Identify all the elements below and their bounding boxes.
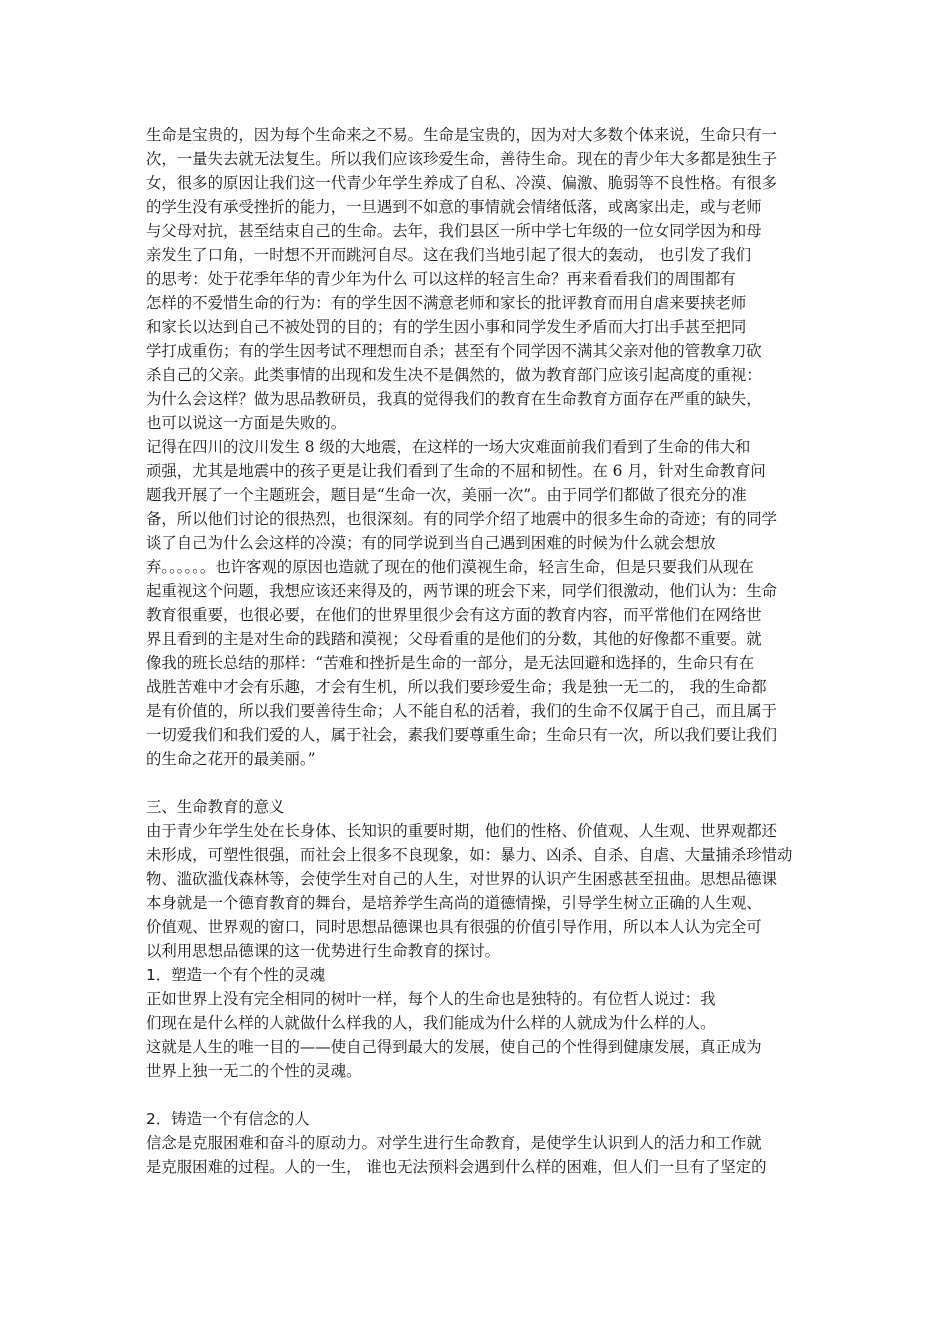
text-line: 像我的班长总结的那样：“苦难和挫折是生命的一部分，是无法回避和选择的，生命只有在 (146, 654, 755, 672)
text-line: 世界上独一无二的个性的灵魂。 (146, 1062, 362, 1080)
text-line: 以利用思想品德课的这一优势进行生命教育的探讨。 (146, 942, 500, 960)
text-line: 教育很重要，也很必要，在他们的世界里很少会有这方面的教育内容，而平常他们在网络世 (146, 606, 762, 624)
text-line: 们现在是什么样的人就做什么样我的人，我们能成为什么样的人就成为什么样的人。 (146, 1014, 716, 1032)
text-line: 也可以说这一方面是失败的。 (146, 414, 347, 432)
text-line: 未形成，可塑性很强，而社会上很多不良现象，如：暴力、凶杀、自杀、自虐、大量捕杀珍惜动 (146, 846, 793, 864)
text-line: 怎样的不爱惜生命的行为：有的学生因不满意老师和家长的批评教育而用自虐来要挟老师 (146, 294, 747, 312)
text-line: 的生命之花开的最美丽。” (146, 750, 316, 768)
text-line: 信念是克服困难和奋斗的原动力。对学生进行生命教育，是使学生认识到人的活力和工作就 (146, 1134, 762, 1152)
text-line: 顽强，尤其是地震中的孩子更是让我们看到了生命的不屈和韧性。在 6 月，针对生命教育问 (146, 462, 766, 480)
text-line: 题我开展了一个主题班会，题目是“生命一次，美丽一次”。由于同学们都做了很充分的准 (146, 486, 747, 504)
text-line: 界且看到的主是对生命的践踏和漠视；父母看重的是他们的分数，其他的好像都不重要。就 (146, 630, 762, 648)
text-line: 的思考：处于花季年华的青少年为什么 可以这样的轻言生命？再来看看我们的周围都有 (146, 270, 736, 288)
paragraph-5 (146, 1131, 808, 1179)
text-line: 起重视这个问题，我想应该还来得及的，两节课的班会下来，同学们很激动，他们认为：生命 (146, 582, 778, 600)
paragraph-4 (146, 987, 808, 1083)
paragraph-spacer (146, 771, 808, 795)
text-line: 与父母对抗，甚至结束自己的生命。去年，我们县区一所中学七年级的一位女同学因为和母 (146, 222, 762, 240)
text-line: 的学生没有承受挫折的能力，一旦遇到不如意的事情就会情绪低落，或离家出走，或与老师 (146, 198, 762, 216)
text-line: 一切爱我们和我们爱的人，属于社会，素我们要尊重生命；生命只有一次，所以我们要让我们 (146, 726, 778, 744)
section-heading: 三、生命教育的意义 (146, 798, 285, 816)
text-line: 由于青少年学生处在长身体、长知识的重要时期，他们的性格、价值观、人生观、世界观都还 (146, 822, 778, 840)
subheading-2: 2．铸造一个有信念的人 (146, 1110, 310, 1128)
text-line: 为什么会这样？做为思品教研员，我真的觉得我们的教育在生命教育方面存在严重的缺失， (146, 390, 762, 408)
paragraph-1 (146, 123, 808, 435)
document-body (146, 123, 808, 1179)
text-line: 亲发生了口角，一时想不开而跳河自尽。这在我们当地引起了很大的轰动， 也引发了我们 (146, 246, 752, 264)
paragraph-2 (146, 435, 808, 771)
paragraph-3 (146, 819, 808, 963)
text-line: 生命是宝贵的，因为每个生命来之不易。生命是宝贵的，因为对大多数个体来说，生命只有一 (146, 126, 778, 144)
text-line: 价值观、世界观的窗口，同时思想品德课也具有很强的价值引导作用，所以本人认为完全可 (146, 918, 762, 936)
text-line: 谈了自己为什么会这样的冷漠；有的同学说到当自己遇到困难的时候为什么就会想放 (146, 534, 716, 552)
text-line: 学打成重伤；有的学生因考试不理想而自杀；甚至有个同学因不满其父亲对他的管教拿刀砍 (146, 342, 762, 360)
text-line: 正如世界上没有完全相同的树叶一样，每个人的生命也是独特的。有位哲人说过：我 (146, 990, 716, 1008)
subheading-1: 1．塑造一个有个性的灵魂 (146, 966, 326, 984)
text-line: 战胜苦难中才会有乐趣，才会有生机，所以我们要珍爱生命；我是独一无二的， 我的生命都 (146, 678, 767, 696)
text-line: 次，一量失去就无法复生。所以我们应该珍爱生命，善待生命。现在的青少年大多都是独生子 (146, 150, 778, 168)
text-line: 物、滥砍滥伐森林等，会使学生对自己的人生，对世界的认识产生困惑甚至扭曲。思想品德课 (146, 870, 778, 888)
text-line: 记得在四川的汶川发生 8 级的大地震，在这样的一场大灾难面前我们看到了生命的伟大和 (146, 438, 751, 456)
text-line: 备，所以他们讨论的很热烈，也很深刻。有的同学介绍了地震中的很多生命的奇迹；有的同学 (146, 510, 778, 528)
paragraph-spacer (146, 1083, 808, 1107)
text-line: 弃。。。。。。也许客观的原因也造就了现在的他们漠视生命，轻言生命，但是只要我们从现在 (146, 558, 754, 576)
text-line: 这就是人生的唯一目的——使自己得到最大的发展，使自己的个性得到健康发展，真正成为 (146, 1038, 762, 1056)
text-line: 杀自己的父亲。此类事情的出现和发生决不是偶然的，做为教育部门应该引起高度的重视： (146, 366, 762, 384)
text-line: 是克服困难的过程。人的一生， 谁也无法预料会遇到什么样的困难，但人们一旦有了坚定的 (146, 1158, 767, 1176)
text-line: 女，很多的原因让我们这一代青少年学生养成了自私、冷漠、偏激、脆弱等不良性格。有很多 (146, 174, 778, 192)
text-line: 本身就是一个德育教育的舞台，是培养学生高尚的道德情操，引导学生树立正确的人生观、 (146, 894, 762, 912)
text-line: 和家长以达到自己不被处罚的目的；有的学生因小事和同学发生矛盾而大打出手甚至把同 (146, 318, 747, 336)
text-line: 是有价值的，所以我们要善待生命；人不能自私的活着，我们的生命不仅属于自己，而且属于 (146, 702, 778, 720)
